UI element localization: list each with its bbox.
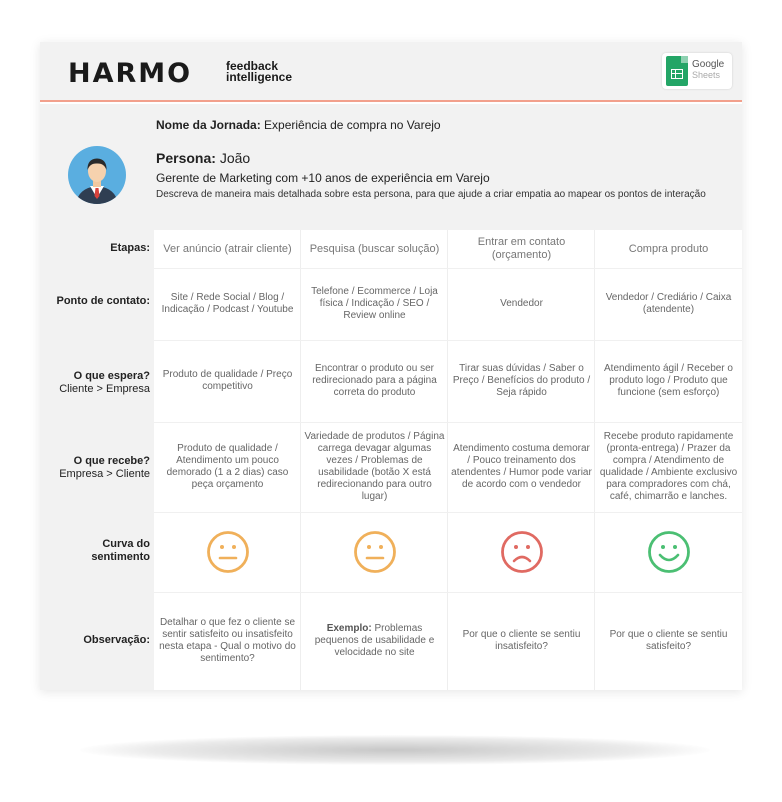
stage-expectation [448, 340, 595, 422]
happy-face-icon [647, 530, 691, 574]
observation-text: Problemas pequenos de usabilidade e velocidade no site [314, 623, 435, 658]
persona-section [40, 104, 742, 230]
row-label-espera: O que espera? Cliente > Empresa [59, 370, 150, 395]
stage-title-text: Pesquisa (buscar solução) [309, 242, 440, 255]
stage-contact-point [301, 268, 448, 340]
stage-received [301, 422, 448, 512]
stage-received-text: Variedade de produtos / Página carrega devagar algumas vezes / Problemas de usabilidade (botão X está redirecionando para outro lugar) [304, 431, 445, 502]
stage-received-text: Produto de qualidade / Atendimento um pouco demorado (1 a 2 dias) caso peça orçamento [166, 443, 289, 490]
harmo-logo: HARMO [68, 58, 193, 89]
stage-expectation [301, 340, 448, 422]
google-sheets-icon [666, 56, 688, 86]
stage-title-text: Entrar em contato (orçamento) [477, 236, 566, 261]
stage-sentiment [595, 512, 742, 592]
stage-contact-point [448, 268, 595, 340]
row-labels [40, 230, 154, 690]
stage-contact-point-text: Telefone / Ecommerce / Loja física / Indicação / SEO / Review online [311, 286, 438, 321]
stage-title [595, 230, 742, 268]
stage-received-text: Recebe produto rapidamente (pronta-entrega) / Prazer da compra / Atendimento de qualidade / Ambiente exclusivo para compradores com chá, café, chimarrão e lanches. [599, 431, 738, 502]
row-label-curva: Curva do sentimento [91, 538, 150, 563]
neutral-face-icon [353, 530, 397, 574]
observation-text: Por que o cliente se sentiu insatisfeito? [462, 629, 581, 652]
stage-sentiment [154, 512, 301, 592]
stage-observation [301, 592, 448, 690]
stage-expectation [154, 340, 301, 422]
logo-tagline [226, 61, 292, 83]
businessman-avatar-icon [68, 146, 126, 204]
stage-title [154, 230, 301, 268]
tagline-line2: intelligence [226, 70, 293, 84]
google-sheets-badge[interactable] [662, 53, 732, 89]
observation-example-label: Exemplo: [326, 623, 372, 634]
journey-map-card [40, 42, 742, 690]
stage-expectation-text: Atendimento ágil / Receber o produto logo / Produto que funcione (sem esforço) [604, 363, 733, 398]
stage-received-text: Atendimento costuma demorar / Pouco treinamento dos atendentes / Humor pode variar de acordo com o vendedor [451, 443, 592, 490]
journey-name [156, 118, 441, 132]
sad-face-icon [500, 530, 544, 574]
journey-grid [154, 230, 742, 690]
stage-title-text: Compra produto [628, 242, 709, 255]
observation-text: Por que o cliente se sentiu satisfeito? [609, 629, 728, 652]
stage-contact-point [154, 268, 301, 340]
card-floor-shadow [80, 735, 710, 765]
stage-contact-point-text: Site / Rede Social / Blog / Indicação / Podcast / Youtube [161, 292, 294, 315]
header [40, 42, 742, 102]
stage-expectation-text: Produto de qualidade / Preço competitivo [162, 369, 293, 392]
row-label-observacao: Observação: [83, 634, 150, 646]
stage-expectation-text: Tirar suas dúvidas / Saber o Preço / Benefícios do produto / Seja rápido [452, 363, 591, 398]
stage-expectation-text: Encontrar o produto ou ser redirecionado para a página correta do produto [312, 363, 437, 398]
neutral-face-icon [206, 530, 250, 574]
stage-contact-point-text: Vendedor / Crediário / Caixa (atendente) [605, 292, 732, 315]
stage-sentiment [448, 512, 595, 592]
stage-received [154, 422, 301, 512]
persona-role: Gerente de Marketing com +10 anos de experiência em Varejo [156, 171, 490, 185]
persona-label: Persona: [156, 150, 216, 166]
google-sheets-line1: Google [692, 59, 725, 70]
google-sheets-label [692, 59, 724, 81]
tagline-line1: feedback [226, 59, 279, 73]
row-label-recebe: O que recebe? Empresa > Cliente [59, 455, 150, 480]
stage-observation [154, 592, 301, 690]
stage-observation [448, 592, 595, 690]
google-sheets-line2: Sheets [692, 70, 721, 80]
stage-title-text: Ver anúncio (atrair cliente) [163, 242, 292, 255]
stage-title [448, 230, 595, 268]
journey-value: Experiência de compra no Varejo [264, 118, 441, 132]
persona-description: Descreva de maneira mais detalhada sobre esta persona, para que ajude a criar empatia ao mapear os pontos de interação [156, 189, 706, 200]
stage-contact-point-text: Vendedor [500, 298, 543, 309]
persona-value: João [219, 150, 251, 166]
stage-sentiment [301, 512, 448, 592]
stage-title [301, 230, 448, 268]
row-label-ponto: Ponto de contato: [56, 295, 150, 307]
stage-contact-point [595, 268, 742, 340]
stage-expectation [595, 340, 742, 422]
observation-text: Detalhar o que fez o cliente se sentir satisfeito ou insatisfeito nesta etapa - Qual o motivo do sentimento? [159, 617, 296, 664]
stage-received [448, 422, 595, 512]
journey-label: Nome da Jornada: [156, 118, 261, 132]
persona-name [156, 150, 250, 166]
row-label-etapas: Etapas: [110, 242, 150, 254]
stage-received [595, 422, 742, 512]
stage-observation [595, 592, 742, 690]
